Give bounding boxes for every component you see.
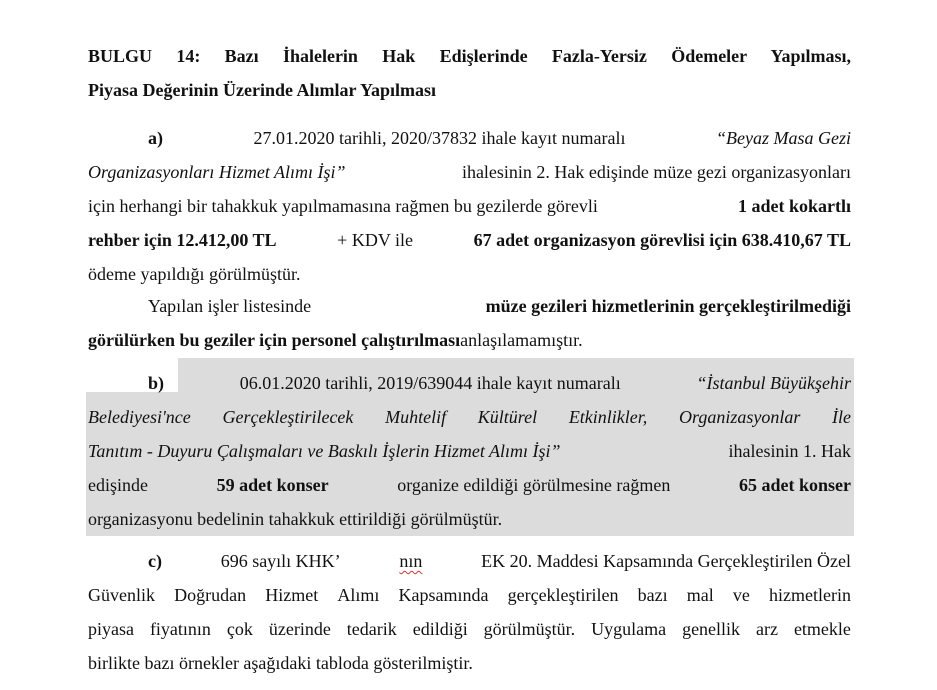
section-c-line-3 bbox=[88, 612, 851, 646]
section-c-l2-text-word: ve bbox=[732, 585, 750, 605]
section-a2-l2-bold: görülürken bu geziler için personel çalıştırılması bbox=[88, 330, 461, 350]
section-b-l5-text: organizasyonu bedelinin tahakkuk ettirildiği görülmüştür. bbox=[88, 509, 503, 529]
section-c-l3-text-word: etmekle bbox=[793, 619, 851, 639]
section-c-l3-text-word: piyasa bbox=[88, 619, 134, 639]
section-a-l3-text: için herhangi bir tahakkuk yapılmamasına rağmen bu gezilerde görevli bbox=[88, 196, 598, 216]
section-a-l1-text: 27.01.2020 tarihli, 2020/37832 ihale kayıt numaralı bbox=[253, 128, 626, 148]
section-c-line-1 bbox=[88, 544, 851, 578]
section-c-l3-text-word: üzerinde bbox=[268, 619, 331, 639]
section-c-l3-text-word: tedarik bbox=[346, 619, 397, 639]
section-c-l2-text-word: Doğrudan bbox=[174, 585, 247, 605]
section-b-line-1 bbox=[88, 366, 851, 400]
section-b-l3-text: ihalesinin 1. Hak bbox=[728, 441, 851, 461]
section-c-l3-text-word: edildiği bbox=[412, 619, 468, 639]
section-a-l2-text: ihalesinin 2. Hak edişinde müze gezi organizasyonları bbox=[461, 162, 851, 182]
section-c-l3-text-word: genellik bbox=[682, 619, 741, 639]
section-b-line-3 bbox=[88, 434, 851, 468]
section-b-l2-italic-word: Etkinlikler, bbox=[568, 407, 648, 427]
section-a2-l2-text: anlaşılamamıştır. bbox=[460, 330, 583, 350]
section-a-label: a) bbox=[148, 128, 163, 148]
section-b-line-2 bbox=[88, 400, 851, 434]
section-a-line-4 bbox=[88, 223, 851, 257]
section-b-l4-text1: edişinde bbox=[88, 475, 148, 495]
section-c-l3-text-word: arz bbox=[756, 619, 778, 639]
section-a-l5-text: ödeme yapıldığı görülmüştür. bbox=[88, 264, 301, 284]
section-c-l3-text-word: Uygulama bbox=[591, 619, 667, 639]
section-a2-l1-bold: müze gezileri hizmetlerinin gerçekleştirilmediği bbox=[485, 296, 851, 316]
section-b-l4-text2: organize edildiği görülmesine rağmen bbox=[397, 475, 671, 495]
section-a-line-2 bbox=[88, 155, 851, 189]
section-c-l2-text-word: Hizmet bbox=[265, 585, 319, 605]
section-b-line-4 bbox=[88, 468, 851, 502]
section-b-l4-bold1: 59 adet konser bbox=[216, 475, 329, 495]
section-a-l4-text: + KDV ile bbox=[337, 230, 413, 250]
section-c-l1-squiggle: nın bbox=[399, 551, 423, 571]
section-a-l1-italic: “Beyaz Masa Gezi bbox=[716, 128, 851, 148]
section-c-l3-text-word: görülmüştür. bbox=[483, 619, 576, 639]
section-b-label: b) bbox=[148, 373, 165, 393]
section-c-l4-text: birlikte bazı örnekler aşağıdaki tabloda gösterilmiştir. bbox=[88, 653, 473, 673]
section-b-l2-italic-word: Muhtelif bbox=[385, 407, 447, 427]
section-c-l2-text-word: mal bbox=[686, 585, 714, 605]
section-c-l2-text-word: Alımı bbox=[337, 585, 380, 605]
section-b-l2-italic-word: Organizasyonlar bbox=[678, 407, 801, 427]
section-b-line-5 bbox=[88, 502, 851, 536]
section-a-line-3 bbox=[88, 189, 851, 223]
section-a-l4-bold2: 67 adet organizasyon görevlisi için 638.410,67 TL bbox=[473, 230, 851, 250]
section-b-l1-italic: “İstanbul Büyükşehir bbox=[696, 373, 851, 393]
section-b-l3-italic: Tanıtım - Duyuru Çalışmaları ve Baskılı İşlerin Hizmet Alımı İşi” bbox=[88, 441, 561, 461]
section-c-line-2 bbox=[88, 578, 851, 612]
finding-title-line-2: Piyasa Değerinin Üzerinde Alımlar Yapılması bbox=[88, 80, 436, 100]
section-c-l3-text-word: çok bbox=[226, 619, 253, 639]
section-a-line-1 bbox=[88, 121, 851, 155]
section-c-l1-text2: EK 20. Maddesi Kapsamında Gerçekleştirilen Özel bbox=[481, 551, 851, 571]
section-b-l4-bold2: 65 adet konser bbox=[738, 475, 851, 495]
section-b-l2-italic-word: Belediyesi'nce bbox=[88, 407, 191, 427]
section-c-l3-text-word: fiyatının bbox=[149, 619, 211, 639]
section-c-l2-text-word: bazı bbox=[637, 585, 668, 605]
section-b-l2-italic-word: Gerçekleştirilecek bbox=[222, 407, 354, 427]
section-c-label: c) bbox=[148, 551, 162, 571]
section-c-line-4 bbox=[88, 646, 851, 680]
section-a2-l1-text: Yapılan işler listesinde bbox=[148, 296, 312, 316]
section-a-line-5 bbox=[88, 257, 851, 291]
section-b-l1-text: 06.01.2020 tarihli, 2019/639044 ihale kayıt numaralı bbox=[239, 373, 621, 393]
section-c-l2-text-word: Kapsamında bbox=[398, 585, 489, 605]
section-b-l2-italic-word: Kültürel bbox=[477, 407, 538, 427]
section-b-l2-italic-word: İle bbox=[832, 407, 851, 427]
finding-title-line-1: BULGU 14: Bazı İhalelerin Hak Edişlerinde Fazla-Yersiz Ödemeler Yapılması, bbox=[88, 46, 851, 66]
section-a-l3-bold: 1 adet kokartlı bbox=[737, 196, 851, 216]
section-c-l1-text1: 696 sayılı KHK’ bbox=[220, 551, 341, 571]
section-c-l2-text-word: gerçekleştirilen bbox=[507, 585, 619, 605]
section-a2-line-1 bbox=[88, 289, 851, 323]
section-a-l4-bold1: rehber için 12.412,00 TL bbox=[88, 230, 277, 250]
section-c-l2-text-word: Güvenlik bbox=[88, 585, 155, 605]
section-c-l2-text-word: hizmetlerin bbox=[769, 585, 851, 605]
section-a2-line-2 bbox=[88, 323, 851, 357]
section-a-l2-italic: Organizasyonları Hizmet Alımı İşi” bbox=[88, 162, 346, 182]
